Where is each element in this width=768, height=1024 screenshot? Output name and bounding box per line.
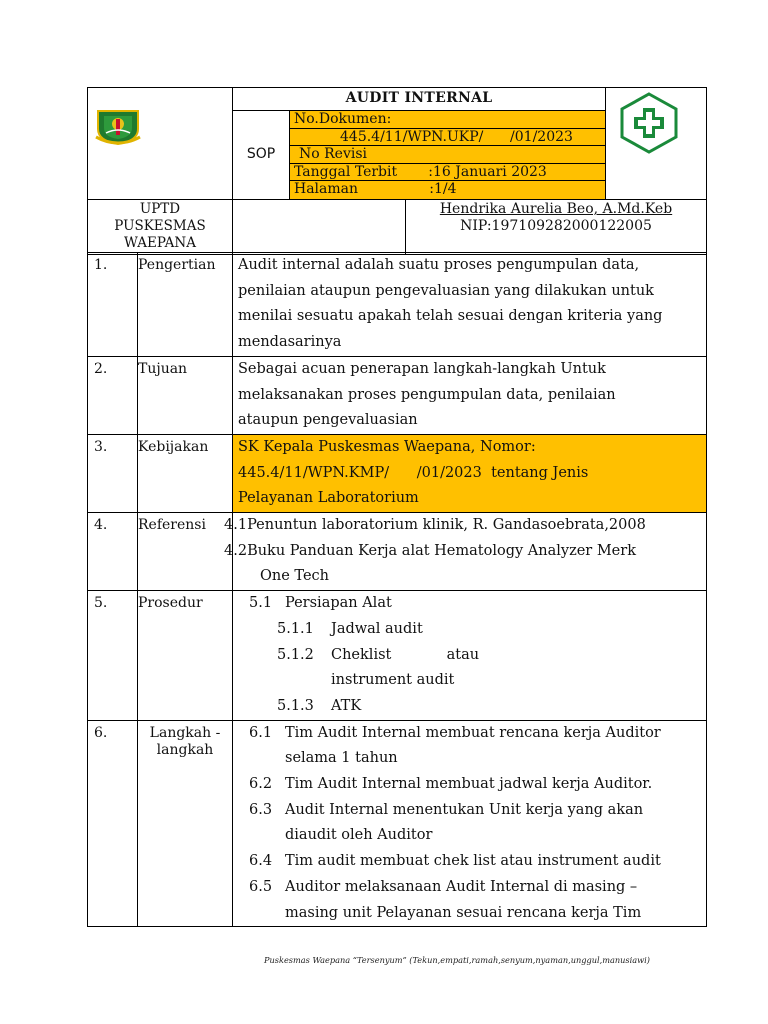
- item-text: Tim Audit Internal membuat jadwal kerja Auditor.: [285, 776, 653, 793]
- section-number: 5.: [88, 591, 138, 721]
- section-number: 2.: [88, 356, 138, 434]
- section-label: Prosedur: [138, 591, 233, 721]
- list-item: [233, 849, 702, 875]
- section-row: [88, 356, 707, 434]
- section-body: [233, 591, 707, 721]
- list-item: [233, 798, 702, 824]
- item-text: Tim Audit Internal membuat rencana kerja Auditor: [285, 724, 661, 741]
- section-number: 1.: [88, 253, 138, 357]
- list-item-continuation: One Tech: [260, 568, 330, 585]
- section-label: Referensi: [138, 513, 233, 591]
- no-dokumen-value: 445.4/11/WPN.UKP/ /01/2023: [290, 129, 605, 147]
- item-index: 6.4: [249, 853, 273, 870]
- section-body: [233, 434, 707, 512]
- signatory-nip: NIP:197109282000122005: [460, 217, 652, 234]
- item-text: Buku Panduan Kerja alat Hematology Analyzer Merk: [247, 542, 636, 559]
- sop-label: SOP: [233, 111, 290, 200]
- left-logo-cell: [88, 88, 233, 200]
- section-label-line: langkah: [156, 741, 214, 758]
- section-label: Tujuan: [138, 356, 233, 434]
- body-line: 445.4/11/WPN.KMP/ /01/2023 tentang Jenis: [238, 464, 589, 481]
- section-number: 6.: [88, 720, 138, 927]
- section-row: [88, 513, 707, 591]
- organization-name: [88, 199, 233, 254]
- item-text: Audit Internal menentukan Unit kerja yang akan: [285, 801, 644, 818]
- list-item: [233, 721, 702, 747]
- list-item-continuation: selama 1 tahun: [285, 750, 398, 767]
- item-index: 5.1.1: [277, 620, 314, 637]
- item-index: 5.1: [249, 595, 273, 612]
- list-item: [224, 513, 702, 539]
- section-body: [233, 720, 707, 927]
- item-text: Jadwal audit: [331, 620, 423, 637]
- list-item-continuation: masing unit Pelayanan sesuai rencana kerja Tim: [285, 904, 642, 921]
- body-line: Audit internal adalah suatu proses pengumpulan data,: [238, 257, 640, 273]
- org-line: PUSKESMAS: [114, 217, 206, 234]
- section-label: Pengertian: [138, 253, 233, 357]
- item-text: Penuntun laboratorium klinik, R. Gandasoebrata,2008: [247, 517, 646, 534]
- body-line: penilaian ataupun pengevaluasian yang dilakukan untuk: [238, 282, 654, 299]
- section-number: 4.: [88, 513, 138, 591]
- item-index: 5.1.3: [277, 697, 314, 714]
- list-item: [233, 617, 702, 643]
- item-index: 6.3: [249, 801, 273, 818]
- list-item: [233, 591, 702, 617]
- list-item: [224, 539, 702, 565]
- item-index: 6.2: [249, 776, 273, 793]
- blank-cell: [233, 199, 406, 254]
- section-row: [88, 591, 707, 721]
- body-line: ataupun pengevaluasian: [238, 412, 418, 429]
- org-line: WAEPANA: [124, 234, 196, 251]
- page-footer: Puskesmas Waepana “Tersenyum” (Tekun,empati,ramah,senyum,nyaman,unggul,manusiawi): [264, 955, 650, 965]
- section-body: [233, 253, 707, 357]
- halaman: Halaman :1/4: [290, 181, 605, 199]
- signatory-name: Hendrika Aurelia Beo, A.Md.Keb: [439, 200, 673, 217]
- section-label-line: Langkah -: [149, 724, 221, 741]
- body-line: SK Kepala Puskesmas Waepana, Nomor:: [238, 438, 536, 455]
- section-body: [233, 356, 707, 434]
- section-row: [88, 434, 707, 512]
- section-label: Kebijakan: [138, 434, 233, 512]
- item-index: 6.5: [249, 878, 273, 895]
- list-item-continuation: diaudit oleh Auditor: [285, 827, 433, 844]
- item-text: Auditor melaksanaan Audit Internal di masing –: [285, 878, 638, 895]
- signatory: [406, 199, 707, 254]
- list-item: [233, 643, 702, 669]
- section-label: [138, 720, 233, 927]
- body-line: mendasarinya: [238, 334, 342, 351]
- body-line: menilai sesuatu apakah telah sesuai dengan kriteria yang: [238, 308, 663, 325]
- document-meta: [290, 111, 606, 200]
- item-text: Cheklist atau: [331, 646, 480, 663]
- list-item: [233, 694, 702, 720]
- body-line: Pelayanan Laboratorium: [238, 490, 419, 507]
- body-line: melaksanakan proses pengumpulan data, penilaian: [238, 386, 616, 403]
- puskesmas-cross-logo-icon: [618, 92, 680, 154]
- list-item-continuation: instrument audit: [331, 672, 455, 689]
- item-text: ATK: [331, 697, 362, 714]
- sop-document: [87, 87, 706, 921]
- tanggal-terbit: Tanggal Terbit :16 Januari 2023: [290, 164, 605, 182]
- org-line: UPTD: [139, 200, 181, 217]
- body-line: Sebagai acuan penerapan langkah-langkah Untuk: [238, 360, 606, 377]
- content-table: [87, 252, 707, 927]
- section-body: [224, 513, 707, 591]
- header-table: [87, 87, 707, 255]
- section-number: 3.: [88, 434, 138, 512]
- item-text: Tim audit membuat chek list atau instrument audit: [285, 853, 661, 870]
- section-row: [88, 253, 707, 357]
- item-index: 4.2: [224, 542, 248, 559]
- section-row: [88, 720, 707, 927]
- item-index: 5.1.2: [277, 646, 314, 663]
- list-item: [233, 772, 702, 798]
- item-index: 6.1: [249, 724, 273, 741]
- item-index: 4.1: [224, 517, 248, 534]
- item-text: Persiapan Alat: [285, 595, 392, 612]
- document-title: AUDIT INTERNAL: [233, 88, 606, 111]
- list-item: [233, 875, 702, 901]
- right-logo-cell: [606, 88, 707, 200]
- no-dokumen-label: No.Dokumen:: [290, 111, 605, 129]
- regency-emblem-icon: [94, 107, 142, 145]
- no-revisi: No Revisi: [290, 146, 605, 164]
